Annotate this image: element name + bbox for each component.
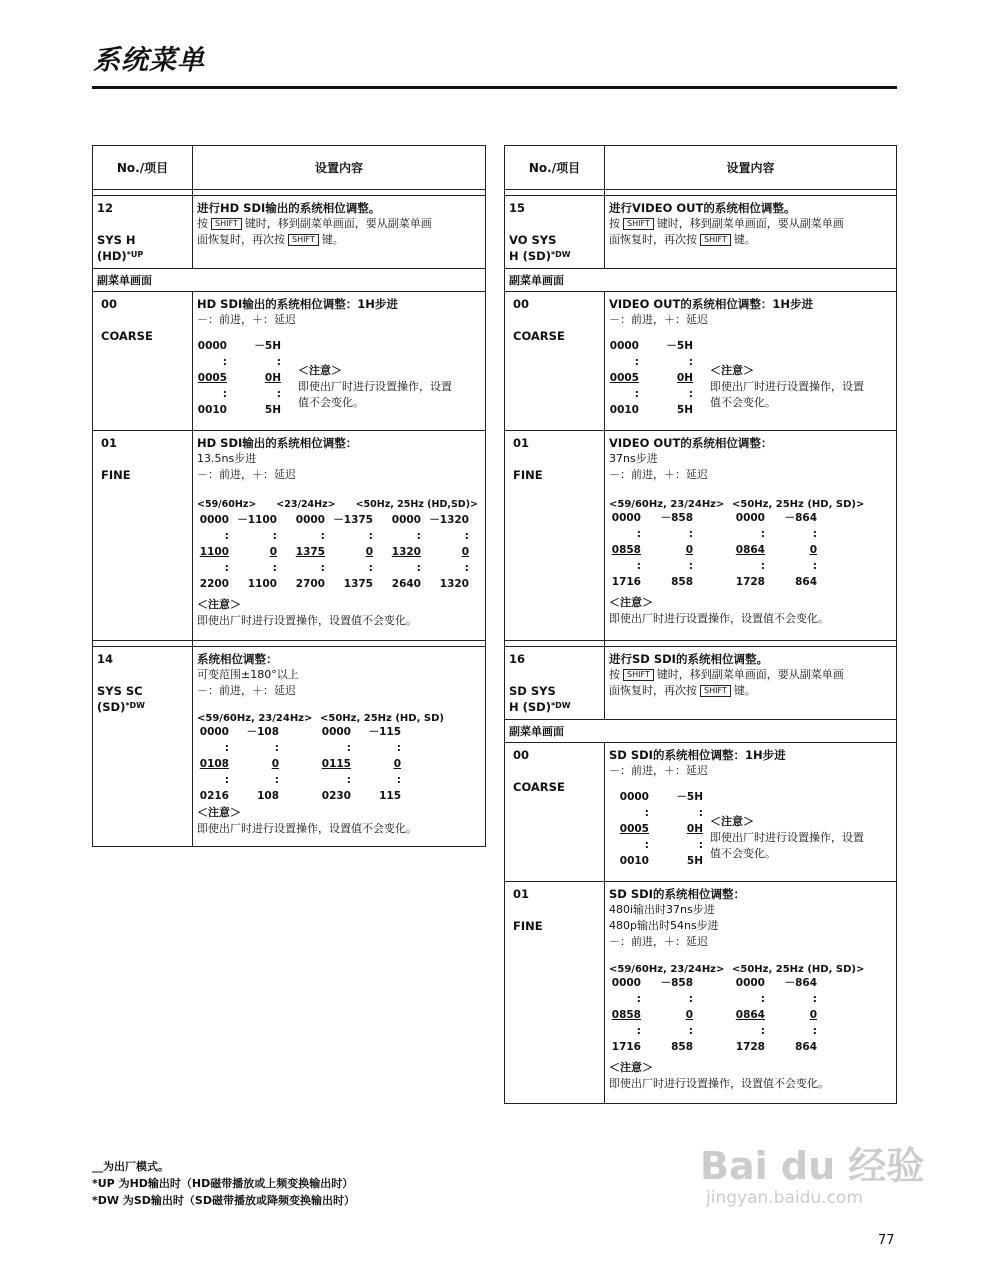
footnotes bbox=[92, 1158, 355, 1209]
footnote-up: *UP 为HD输出时（HD磁带播放或上频变换输出时） bbox=[92, 1177, 354, 1190]
watermark-url: jingyan.baidu.com bbox=[706, 1188, 863, 1208]
coarse-values: 0000 －5H : : 0005 0H : : 0010 5H bbox=[609, 340, 693, 416]
item16-submenu-label: 副菜单画面 bbox=[505, 720, 897, 743]
header-no: No./项目 bbox=[93, 146, 193, 190]
item16-values: 0000 －858 0000 －864 : : : : 0858 0 0864 0 : : : : 1716 858 1728 864 bbox=[611, 977, 817, 1053]
footnote-dw: *DW 为SD输出时（SD磁带播放或降频变换输出时） bbox=[92, 1194, 355, 1207]
right-menu-table bbox=[504, 145, 897, 1104]
item16-fine-cell: 01 FINE bbox=[505, 882, 605, 1104]
item12-heading: 进行HD SDI输出的系统相位调整。 bbox=[197, 201, 381, 215]
coarse-note: ＜注意＞ 即使出厂时进行设置操作，设置 值不会变化。 bbox=[710, 815, 864, 860]
footnote-factory: __为出厂模式。 bbox=[92, 1160, 169, 1173]
item12-fine-desc: HD SDI输出的系统相位调整： 13.5ns步进 －：前进，＋：延迟 <59/60Hz> <23/24Hz> <50Hz, 25Hz (HD,SD)> 0000 －1100 0000 －1375 0000 －1320 : : : : : : 1100 0 1375 0 1320 0 : : : : : : 2200 1100 2700 1375 2640 1320 ＜注意＞ 即使出厂时进行设置操作，设置值不会变化。 bbox=[193, 431, 486, 641]
item12-fine-values: 0000 －1100 0000 －1375 0000 －1320 : : : : : : 1100 0 1375 0 1320 0 : : : : : : 2200 1100 2700 1375 2640 1320 bbox=[199, 514, 469, 590]
item15-fine-desc: VIDEO OUT的系统相位调整： 37ns步进 －：前进，＋：延迟 <59/60Hz, 23/24Hz> <50Hz, 25Hz (HD, SD)> 0000 －858 0000 －864 : : : : 0858 0 0864 0 : : : : 1716 858 1728 864 ＜注意＞ 即使出厂时进行设置操作，设置值不会变化。 bbox=[605, 431, 897, 641]
item12-fine-cell: 01 FINE bbox=[93, 431, 193, 641]
item12-submenu-label: 副菜单画面 bbox=[93, 269, 486, 292]
shift-key-icon: SHIFT bbox=[623, 669, 654, 681]
item12-desc: 进行HD SDI输出的系统相位调整。 按 SHIFT 键时，移到副菜单画面，要从副菜单画 面恢复时，再次按 SHIFT 键。 bbox=[193, 196, 486, 269]
item15-coarse-cell: 00 COARSE bbox=[505, 292, 605, 431]
item12-fine-groups: <59/60Hz> <23/24Hz> <50Hz, 25Hz (HD,SD)> bbox=[197, 499, 478, 510]
item15-values: 0000 －858 0000 －864 : : : : 0858 0 0864 0 : : : : 1716 858 1728 864 bbox=[611, 512, 817, 588]
item12-cell bbox=[93, 196, 193, 269]
coarse-note: ＜注意＞ 即使出厂时进行设置操作，设置 值不会变化。 bbox=[710, 364, 864, 409]
coarse-note: ＜注意＞ 即使出厂时进行设置操作，设置 值不会变化。 bbox=[298, 364, 452, 409]
item15-coarse-desc: VIDEO OUT的系统相位调整：1H步进 －：前进，＋：延迟 0000 －5H : : 0005 0H : : 0010 5H ＜注意＞ 即使出厂时进行设置操作，设置 值不会变化。 bbox=[605, 292, 897, 431]
item12-coarse-desc: HD SDI输出的系统相位调整：1H步进 －：前进，＋：延迟 0000 －5H : : 0005 0H : : 0010 5H ＜注意＞ 即使出厂时进行设置操作，设置 值不会变化。 bbox=[193, 292, 486, 431]
coarse-values: 0000 －5H : : 0005 0H : : 0010 5H bbox=[197, 340, 281, 416]
left-menu-table bbox=[92, 145, 486, 847]
item16-coarse-desc: SD SDI的系统相位调整：1H步进 －：前进，＋：延迟 0000 －5H : : 0005 0H : : 0010 5H ＜注意＞ 即使出厂时进行设置操作，设置 值不会变化。 bbox=[605, 743, 897, 882]
item12-no: 12 bbox=[97, 201, 114, 215]
item14-groups: <59/60Hz, 23/24Hz> <50Hz, 25Hz (HD, SD) bbox=[197, 713, 444, 724]
watermark-logo: Bai du 经验 bbox=[700, 1144, 925, 1188]
shift-key-icon: SHIFT bbox=[700, 685, 731, 697]
item16-cell: 16 SD SYS H (SD)$^{*DW}$ bbox=[505, 647, 605, 720]
item15-cell: 15 VO SYS H (SD)$^{*DW}$ bbox=[505, 196, 605, 269]
item14-desc: 系统相位调整： 可变范围±180°以上 －：前进，＋：延迟 <59/60Hz, 23/24Hz> <50Hz, 25Hz (HD, SD) 0000 －108 0000 －115 : : : : 0108 0 0115 0 : : : : 0216 108 0230 115 ＜注意＞ 即使出厂时进行设置操作，设置值不会变化。 bbox=[193, 647, 486, 847]
header-content: 设置内容 bbox=[193, 146, 486, 190]
item15-fine-cell: 01 FINE bbox=[505, 431, 605, 641]
item14-cell: 14 SYS SC (SD)$^{*DW}$ bbox=[93, 647, 193, 847]
item12-label2: (HD)$^{*UP}$ bbox=[97, 249, 144, 263]
title-rule bbox=[92, 86, 897, 89]
item12-label: SYS H bbox=[97, 233, 136, 247]
item15-desc: 进行VIDEO OUT的系统相位调整。 按 SHIFT 键时，移到副菜单画面，要从副菜单画 面恢复时，再次按 SHIFT 键。 bbox=[605, 196, 897, 269]
shift-key-icon: SHIFT bbox=[700, 234, 731, 246]
shift-key-icon: SHIFT bbox=[623, 218, 654, 230]
item16-coarse-cell: 00 COARSE bbox=[505, 743, 605, 882]
page-number: 77 bbox=[878, 1233, 895, 1248]
item12-shift-line: 按 SHIFT 键时，移到副菜单画面，要从副菜单画 bbox=[197, 217, 432, 230]
header-content: 设置内容 bbox=[605, 146, 897, 190]
item12-coarse-cell: 00 COARSE bbox=[93, 292, 193, 431]
coarse-values: 0000 －5H : : 0005 0H : : 0010 5H bbox=[619, 791, 703, 867]
shift-key-icon: SHIFT bbox=[211, 218, 242, 230]
item16-groups: <59/60Hz, 23/24Hz> <50Hz, 25Hz (HD, SD)> bbox=[609, 964, 865, 975]
item12-coarse-head: HD SDI输出的系统相位调整：1H步进 bbox=[197, 297, 398, 311]
item14-values: 0000 －108 0000 －115 : : : : 0108 0 0115 0 : : : : 0216 108 0230 115 bbox=[199, 726, 401, 802]
item15-groups: <59/60Hz, 23/24Hz> <50Hz, 25Hz (HD, SD)> bbox=[609, 499, 865, 510]
item16-desc: 进行SD SDI的系统相位调整。 按 SHIFT 键时，移到副菜单画面，要从副菜单画 面恢复时，再次按 SHIFT 键。 bbox=[605, 647, 897, 720]
page-title: 系统菜单 bbox=[93, 45, 205, 76]
header-no: No./项目 bbox=[505, 146, 605, 190]
shift-key-icon: SHIFT bbox=[288, 234, 319, 246]
item16-fine-desc: SD SDI的系统相位调整： 480i输出时37ns步进 480p输出时54ns步进 －：前进，＋：延迟 <59/60Hz, 23/24Hz> <50Hz, 25Hz (HD, SD)> 0000 －858 0000 －864 : : : : 0858 0 0864 0 : : : : 1716 858 1728 864 ＜注意＞ 即使出厂时进行设置操作，设置值不会变化。 bbox=[605, 882, 897, 1104]
item15-submenu-label: 副菜单画面 bbox=[505, 269, 897, 292]
